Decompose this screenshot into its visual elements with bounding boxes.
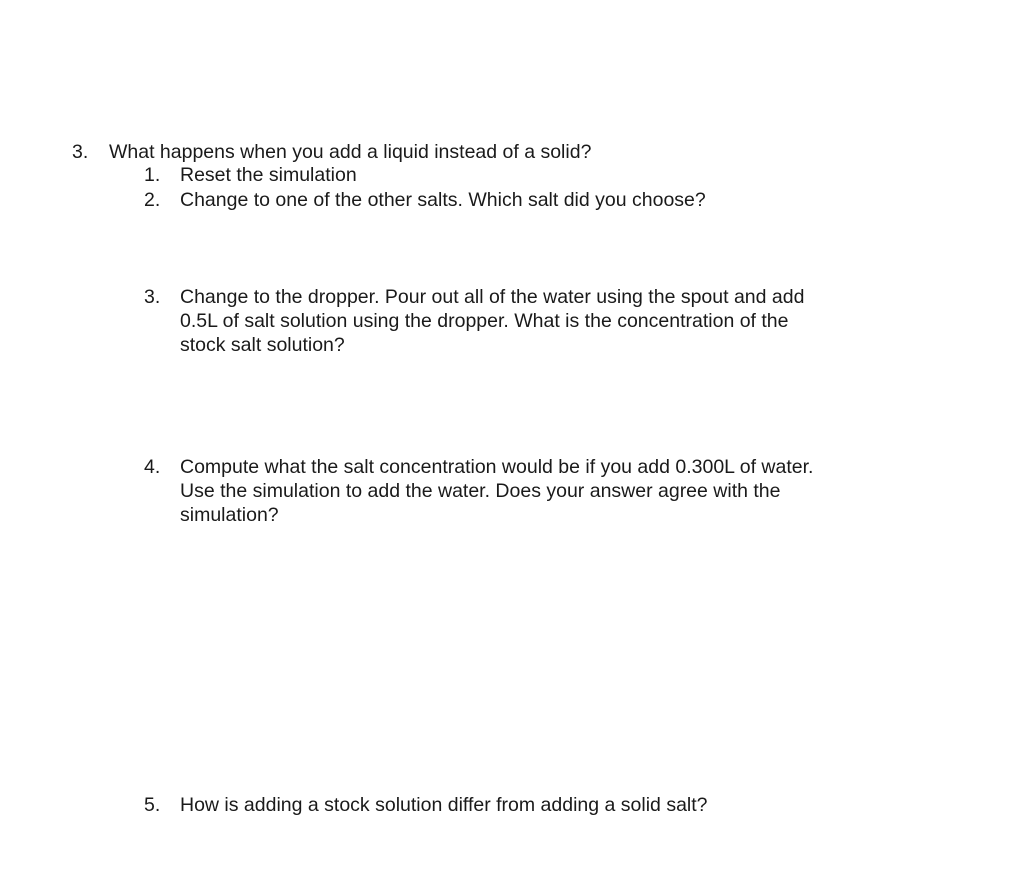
step-number: 4. (144, 456, 161, 478)
step-1 (144, 163, 944, 187)
question-text: What happens when you add a liquid instead of a solid? (109, 141, 592, 163)
step-3 (144, 285, 944, 357)
question-number: 3. (72, 141, 89, 163)
step-text: How is adding a stock solution differ from adding a solid salt? (180, 794, 708, 816)
step-2 (144, 188, 944, 212)
step-text: Change to one of the other salts. Which salt did you choose? (180, 189, 706, 211)
step-number: 2. (144, 189, 161, 211)
step-text: Reset the simulation (180, 164, 357, 186)
step-number: 5. (144, 794, 161, 816)
step-4 (144, 455, 944, 527)
step-number: 1. (144, 164, 161, 186)
step-text: Compute what the salt concentration would be if you add 0.300L of water. Use the simulation to add the water. Does your answer agree with the simulation? (180, 456, 814, 526)
step-5 (144, 793, 944, 817)
step-text: Change to the dropper. Pour out all of the water using the spout and add 0.5L of salt solution using the dropper. What is the concentration of the stock salt solution? (180, 286, 805, 356)
step-number: 3. (144, 286, 161, 308)
question-3 (72, 140, 932, 164)
